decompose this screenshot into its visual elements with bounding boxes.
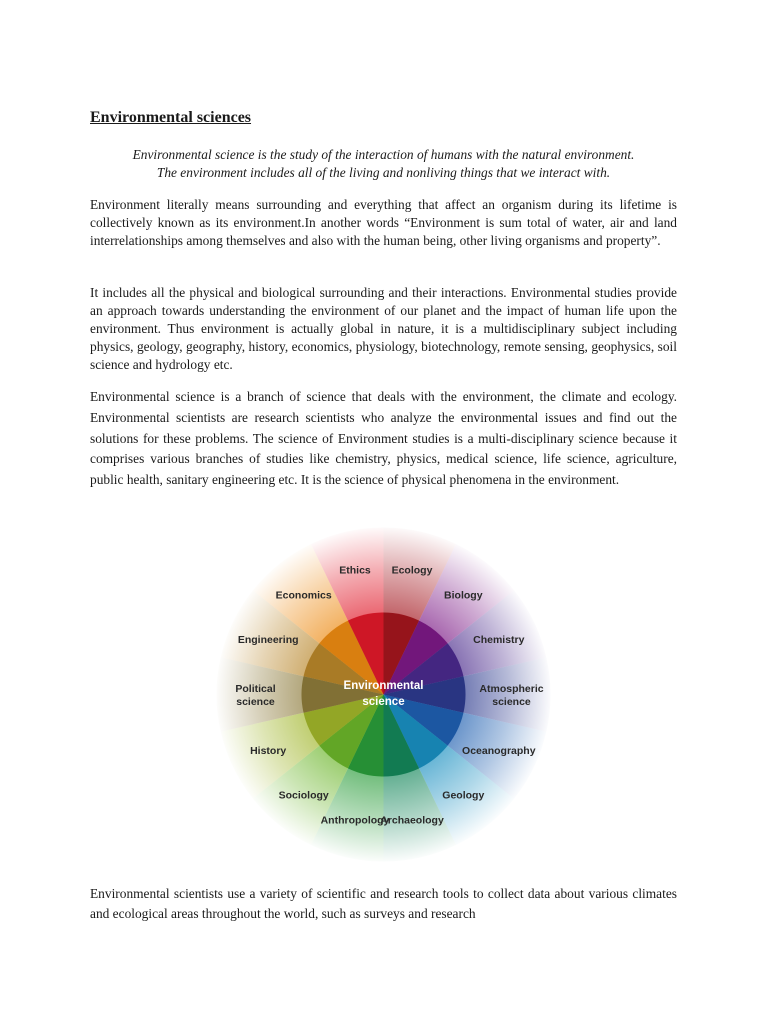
label-geology: Geology [442,789,485,802]
inner-circle-shade [302,613,466,777]
paragraph-1: Environment literally means surrounding and everything that affect an organism during its lifetime is collectively known as its environment.In another words “Environment is sum total of water, air and land interrelationships among themselves and also with the human being, other living organisms and property”. [90,197,677,248]
center-label-line-2: science [362,696,405,708]
label-political-science: Political science [235,683,276,708]
intro-line-2: The environment includes all of the living and nonliving things that we interact with. [156,165,611,180]
paragraph-3: Environmental science is a branch of science that deals with the environment, the climate and ecology. Environmental scientists are research scientists who analyze the environmental issues and find out the solutions for these problems. The science of Environment studies is a multi-disciplinary science because it comprises various branches of studies like chemistry, physics, medical science, life science, agriculture, public health, sanitary engineering etc. It is the science of physical phenomena in the environment. [90,389,677,488]
paragraph-2: It includes all the physical and biological surrounding and their interactions. Environmental studies provide an approach towards understanding the environment of our planet and the impact of human life upon the environment. Thus environment is actually global in nature, it is a multidisciplinary subject including physics, geology, geography, history, economics, physiology, biotechnology, remote sensing, geophysics, soil science and hydrology etc. [90,285,677,372]
wheel-svg [216,527,551,862]
center-label-line-1: Environmental [343,680,424,692]
label-chemistry: Chemistry [473,634,525,646]
intro-quote [90,146,677,182]
environmental-science-diagram [216,527,551,862]
label-ecology: Ecology [391,564,433,577]
inner-segments [302,613,466,777]
label-archaeology: Archaeology [380,814,444,827]
label-economics: Economics [275,589,332,602]
label-sociology: Sociology [278,789,329,802]
label-engineering: Engineering [237,634,299,646]
intro-line-1: Environmental science is the study of the interaction of humans with the natural environment. [132,147,635,162]
label-oceanography: Oceanography [462,745,536,757]
document-title: Environmental sciences [90,109,252,126]
label-ethics: Ethics [339,564,371,577]
paragraph-4: Environmental scientists use a variety of scientific and research tools to collect data about various climates and ecological areas throughout the world, such as surveys and research [90,886,677,921]
label-atmospheric-science: Atmospheric science [479,683,544,708]
label-history: History [250,745,287,757]
label-biology: Biology [444,589,483,602]
label-anthropology: Anthropology [320,814,390,827]
